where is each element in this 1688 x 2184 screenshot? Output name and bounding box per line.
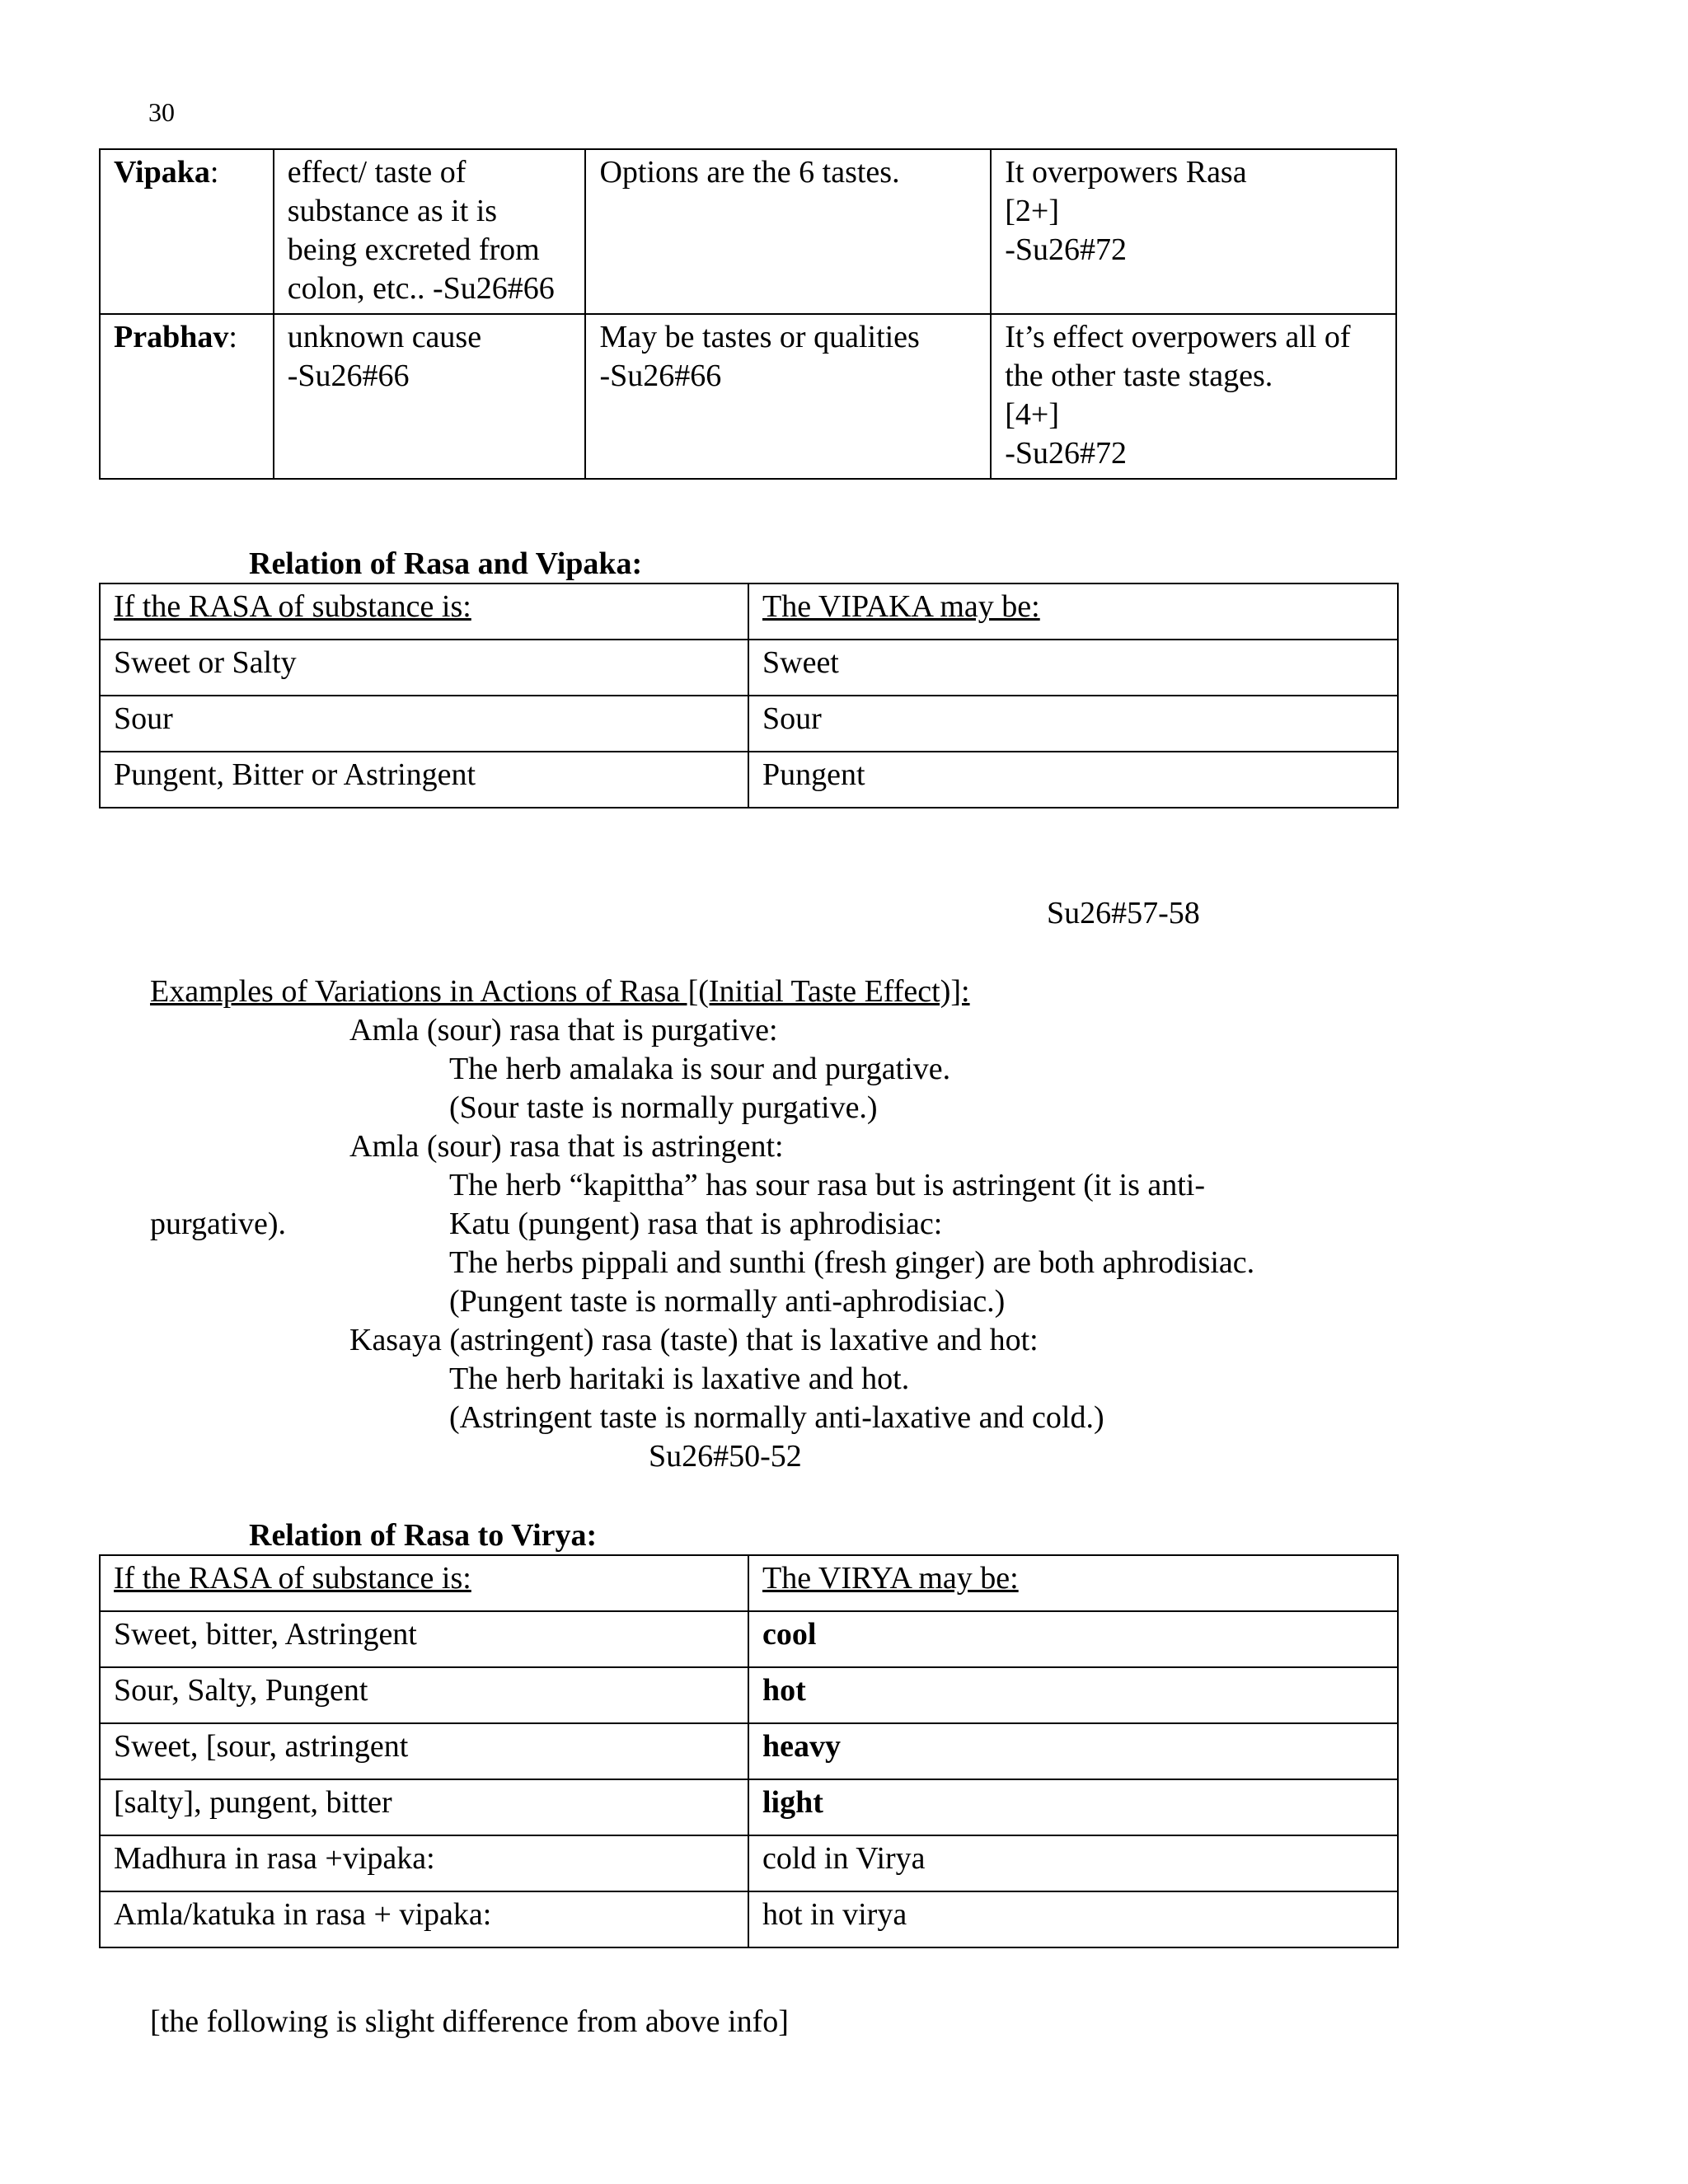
example-line: (Pungent taste is normally anti-aphrodisiac.) <box>449 1284 1006 1319</box>
table-header-row <box>100 1555 1398 1611</box>
table-cell: Sweet <box>748 640 1398 696</box>
note-line: -Su26#72 <box>1005 232 1128 267</box>
table-cell: cool <box>748 1611 1398 1667</box>
column-header: The VIPAKA may be: <box>748 583 1398 640</box>
table-cell: Amla/katuka in rasa + vipaka: <box>100 1891 748 1947</box>
rasa-vipaka-heading: Relation of Rasa and Vipaka: <box>249 546 643 581</box>
column-header: If the RASA of substance is: <box>100 583 748 640</box>
note-line: [2+] <box>1005 194 1059 228</box>
term-label: Prabhav <box>114 320 229 354</box>
term-cell <box>100 314 274 479</box>
table-cell: hot in virya <box>748 1891 1398 1947</box>
table-row <box>100 314 1396 479</box>
example-line: Katu (pungent) rasa that is aphrodisiac: <box>449 1207 943 1241</box>
rasa-virya-table <box>99 1554 1399 1948</box>
column-header: The VIRYA may be: <box>748 1555 1398 1611</box>
table-header-row <box>100 583 1398 640</box>
table-row <box>100 1723 1398 1779</box>
table-cell: Sweet, bitter, Astringent <box>100 1611 748 1667</box>
note-line: -Su26#72 <box>1005 436 1128 471</box>
note-line: It overpowers Rasa <box>1005 155 1247 190</box>
table-row <box>100 1611 1398 1667</box>
example-line: Amla (sour) rasa that is purgative: <box>349 1013 778 1047</box>
rasa-vipaka-table <box>99 583 1399 808</box>
table-row <box>100 1835 1398 1891</box>
table-cell: Sour <box>748 696 1398 752</box>
table-cell: Pungent <box>748 752 1398 808</box>
term-colon: : <box>209 155 219 190</box>
table-cell: Sour, Salty, Pungent <box>100 1667 748 1723</box>
example-line: (Sour taste is normally purgative.) <box>449 1090 878 1125</box>
table-row <box>100 752 1398 808</box>
table-row <box>100 149 1396 314</box>
table-cell: Sweet, [sour, astringent <box>100 1723 748 1779</box>
rasa-virya-heading: Relation of Rasa to Virya: <box>249 1518 598 1553</box>
rasa-vipaka-reference: Su26#57-58 <box>1047 896 1200 930</box>
example-line: The herb “kapittha” has sour rasa but is astringent (it is anti- <box>449 1168 1206 1202</box>
table-cell: Sour <box>100 696 748 752</box>
table-cell: heavy <box>748 1723 1398 1779</box>
footer-note: [the following is slight difference from above info] <box>150 2004 789 2039</box>
page-number: 30 <box>148 97 175 127</box>
table-row <box>100 1667 1398 1723</box>
example-line: purgative). <box>150 1207 286 1241</box>
table-cell: cold in Virya <box>748 1835 1398 1891</box>
example-line: Kasaya (astringent) rasa (taste) that is laxative and hot: <box>349 1323 1039 1357</box>
table-cell: light <box>748 1779 1398 1835</box>
table-cell: Madhura in rasa +vipaka: <box>100 1835 748 1891</box>
table-row <box>100 696 1398 752</box>
taste-stages-table <box>99 148 1397 480</box>
term-colon: : <box>228 320 237 354</box>
options-cell: Options are the 6 tastes. <box>585 149 991 314</box>
note-line: It’s effect overpowers all of the other taste stages. <box>1005 320 1351 393</box>
table-cell: Pungent, Bitter or Astringent <box>100 752 748 808</box>
example-line: The herb amalaka is sour and purgative. <box>449 1052 951 1086</box>
table-row <box>100 640 1398 696</box>
options-line: May be tastes or qualities <box>599 320 920 354</box>
table-cell: Sweet or Salty <box>100 640 748 696</box>
options-cell <box>585 314 991 479</box>
term-label: Vipaka <box>114 155 210 190</box>
note-line: [4+] <box>1005 397 1059 432</box>
note-cell <box>991 149 1396 314</box>
meaning-line: unknown cause <box>287 320 482 354</box>
examples-title: Examples of Variations in Actions of Rasa [(Initial Taste Effect)]: <box>150 974 970 1009</box>
example-line: The herbs pippali and sunthi (fresh ginger) are both aphrodisiac. <box>449 1245 1255 1280</box>
example-line: (Astringent taste is normally anti-laxative and cold.) <box>449 1400 1104 1435</box>
table-row <box>100 1779 1398 1835</box>
meaning-line: -Su26#66 <box>287 359 410 393</box>
column-header: If the RASA of substance is: <box>100 1555 748 1611</box>
meaning-cell: effect/ taste of substance as it is being excreted from colon, etc.. -Su26#66 <box>274 149 586 314</box>
meaning-cell <box>274 314 586 479</box>
table-cell: [salty], pungent, bitter <box>100 1779 748 1835</box>
term-cell <box>100 149 274 314</box>
options-line: -Su26#66 <box>599 359 722 393</box>
example-line: The herb haritaki is laxative and hot. <box>449 1361 910 1396</box>
example-line: Amla (sour) rasa that is astringent: <box>349 1129 784 1164</box>
table-cell: hot <box>748 1667 1398 1723</box>
examples-reference: Su26#50-52 <box>649 1439 802 1474</box>
note-cell <box>991 314 1396 479</box>
table-row <box>100 1891 1398 1947</box>
